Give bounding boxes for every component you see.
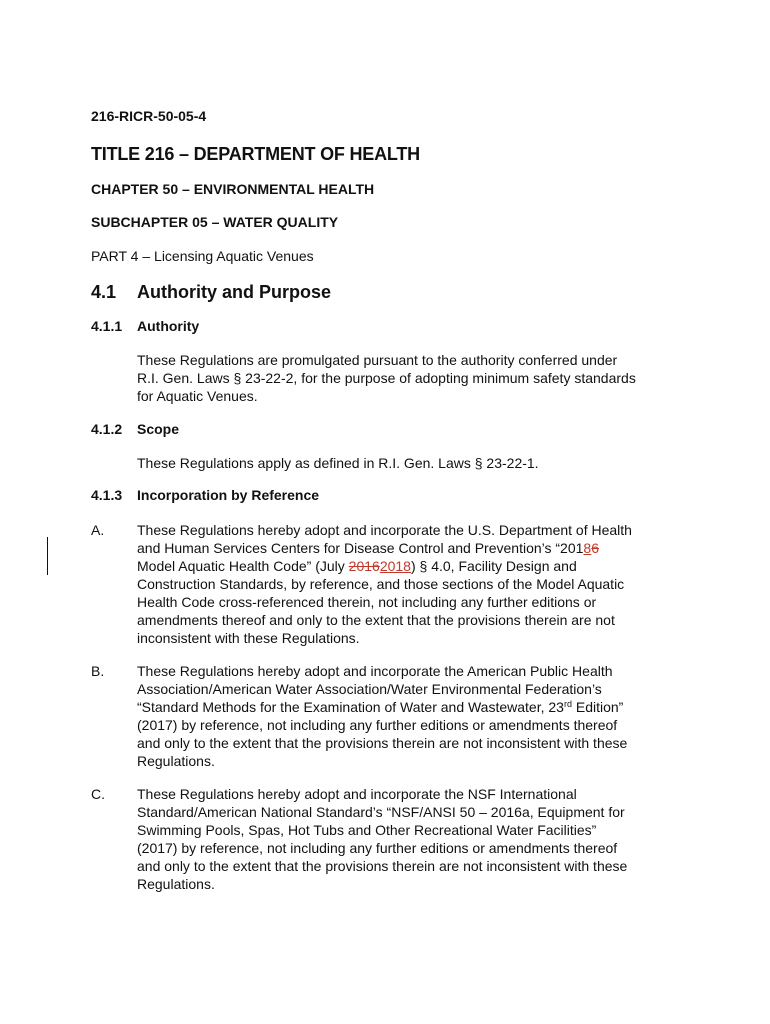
authority-paragraph — [137, 351, 697, 405]
authority-line: These Regulations are promulgated pursuant to the authority conferred under — [137, 352, 618, 368]
item-c-line: Swimming Pools, Spas, Hot Tubs and Other Recreational Water Facilities” — [137, 822, 597, 838]
subsection-number-authority: 4.1.1 — [91, 318, 123, 334]
item-b-line: Association/American Water Association/Water Environmental Federation’s — [137, 681, 602, 697]
subsection-title-scope: Scope — [137, 421, 180, 437]
part-heading: PART 4 – Licensing Aquatic Venues — [91, 248, 314, 264]
item-c-line: and only to the extent that the provisions therein are not inconsistent with these — [137, 858, 628, 874]
subsection-title-incorporation: Incorporation by Reference — [137, 487, 320, 503]
item-a-paragraph — [137, 521, 697, 647]
item-letter-a: A. — [91, 522, 105, 538]
scope-paragraph — [137, 454, 697, 472]
item-a-line: inconsistent with these Regulations. — [137, 630, 360, 646]
item-c-line: Standard/American National Standard’s “NSF/ANSI 50 – 2016a, Equipment for — [137, 804, 625, 820]
authority-line: for Aquatic Venues. — [137, 388, 258, 404]
item-a-line: Construction Standards, by reference, and those sections of the Model Aquatic — [137, 576, 625, 592]
deleted-revision-text: 6 — [591, 540, 600, 556]
item-a-text: ) § 4.0, Facility Design and — [410, 558, 577, 574]
section-title: Authority and Purpose — [137, 282, 332, 302]
item-c-line: Regulations. — [137, 876, 215, 892]
item-a-line: These Regulations hereby adopt and incorporate the U.S. Department of Health — [137, 522, 632, 538]
item-c-paragraph — [137, 785, 697, 893]
item-a-text: and Human Services Centers for Disease Control and Prevention’s “201 — [137, 540, 584, 556]
inserted-revision-text: 2018 — [379, 558, 411, 574]
revision-change-bar — [47, 537, 48, 575]
title-heading: TITLE 216 – DEPARTMENT OF HEALTH — [91, 144, 420, 164]
item-a-line — [137, 539, 697, 557]
subchapter-heading: SUBCHAPTER 05 – WATER QUALITY — [91, 214, 339, 230]
item-b-line: These Regulations hereby adopt and incorporate the American Public Health — [137, 663, 613, 679]
item-b-text: “Standard Methods for the Examination of Water and Wastewater, 23 — [137, 699, 564, 715]
subsection-number-scope: 4.1.2 — [91, 421, 123, 437]
item-b-line: (2017) by reference, not including any further editions or amendments thereof — [137, 717, 618, 733]
item-b-paragraph — [137, 662, 697, 770]
item-b-line: and only to the extent that the provisions therein are not inconsistent with these — [137, 735, 628, 751]
item-c-line: These Regulations hereby adopt and incorporate the NSF International — [137, 786, 577, 802]
regulation-code: 216-RICR-50-05-4 — [91, 108, 207, 124]
chapter-heading: CHAPTER 50 – ENVIRONMENTAL HEALTH — [91, 181, 375, 197]
item-a-line — [137, 557, 697, 575]
superscript-ordinal: rd — [563, 699, 572, 709]
item-b-line: Regulations. — [137, 753, 215, 769]
item-a-line: amendments thereof and only to the extent that the provisions therein are not — [137, 612, 615, 628]
item-b-line — [137, 698, 697, 716]
deleted-revision-text: 2016 — [348, 558, 380, 574]
subsection-number-incorporation: 4.1.3 — [91, 487, 123, 503]
item-a-text: Model Aquatic Health Code” (July — [137, 558, 349, 574]
authority-line: R.I. Gen. Laws § 23-22-2, for the purpose of adopting minimum safety standards — [137, 370, 636, 386]
item-letter-b: B. — [91, 663, 105, 679]
item-a-line: Health Code cross-referenced therein, not including any further editions or — [137, 594, 597, 610]
item-b-text: Edition” — [571, 699, 624, 715]
inserted-revision-text: 8 — [583, 540, 592, 556]
item-letter-c: C. — [91, 786, 105, 802]
scope-line: These Regulations apply as defined in R.I. Gen. Laws § 23-22-1. — [137, 455, 539, 471]
subsection-title-authority: Authority — [137, 318, 200, 334]
item-c-line: (2017) by reference, not including any further editions or amendments thereof — [137, 840, 618, 856]
section-number: 4.1 — [91, 282, 117, 302]
